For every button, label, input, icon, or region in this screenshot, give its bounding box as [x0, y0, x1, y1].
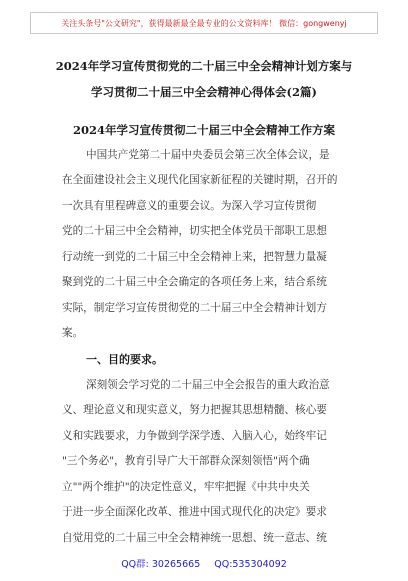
purpose-line: "三个务必"，教育引导广大干部群众深刻领悟"两个确 [62, 455, 310, 467]
header-notice-text: 关注头条号"公文研究"，获得最新最全最专业的公文资料库！ 微信：gongwenyj [61, 18, 347, 28]
purpose-line: 义和实践要求，力争做到学深学透、入脑入心，始终牢记 [62, 430, 327, 442]
purpose-line: 深刻领会学习党的二十届三中全会报告的重大政治意 [86, 379, 330, 391]
intro-line: 聚到党的二十届三中全会确定的各项任务上来，结合系统 [62, 276, 327, 288]
purpose-line: 自觉用党的二十届三中全会精神统一思想、统一意志、统 [62, 532, 327, 544]
purpose-line: 立""两个维护"的决定性意义，牢牢把握《中共中央关 [62, 481, 310, 493]
intro-line: 实际，制定学习宣传贯彻党的二十届三中全会精神计划方 [62, 302, 327, 314]
section-title: 2024年学习宣传贯彻二十届三中全会精神工作方案 [72, 123, 335, 137]
intro-line: 党的二十届三中全会精神，切实把全体党员干部职工思想 [62, 225, 327, 237]
header-notice-box [30, 12, 378, 34]
heading-purpose: 一、目的要求。 [86, 353, 163, 366]
footer-contact [0, 556, 408, 570]
intro-line: 中国共产党第二十届中央委员会第三次全体会议，是 [86, 149, 330, 161]
document-title-line-2: 学习贯彻二十届三中全会精神心得体会(2篇) [91, 85, 317, 99]
intro-line: 一次具有里程碑意义的重要会议。为深入学习宣传贯彻 [62, 200, 317, 212]
purpose-line: 义、理论意义和现实意义，努力把握其思想精髓、核心要 [62, 404, 327, 416]
intro-line: 在全面建设社会主义现代化国家新征程的关键时期，召开的 [62, 174, 338, 186]
purpose-line: 于进一步全面深化改革、推进中国式现代化的决定》要求 [62, 506, 327, 518]
footer-qq: QQ:535304092 [214, 559, 287, 570]
document-title-line-1: 2024年学习宣传贯彻党的二十届三中全会精神计划方案与 [55, 59, 353, 73]
intro-line: 行动统一到党的二十届三中全会精神上来，把智慧力量凝 [62, 251, 327, 263]
footer-qq-group: QQ群: 30265665 [121, 559, 201, 570]
intro-line: 案。 [62, 327, 84, 339]
